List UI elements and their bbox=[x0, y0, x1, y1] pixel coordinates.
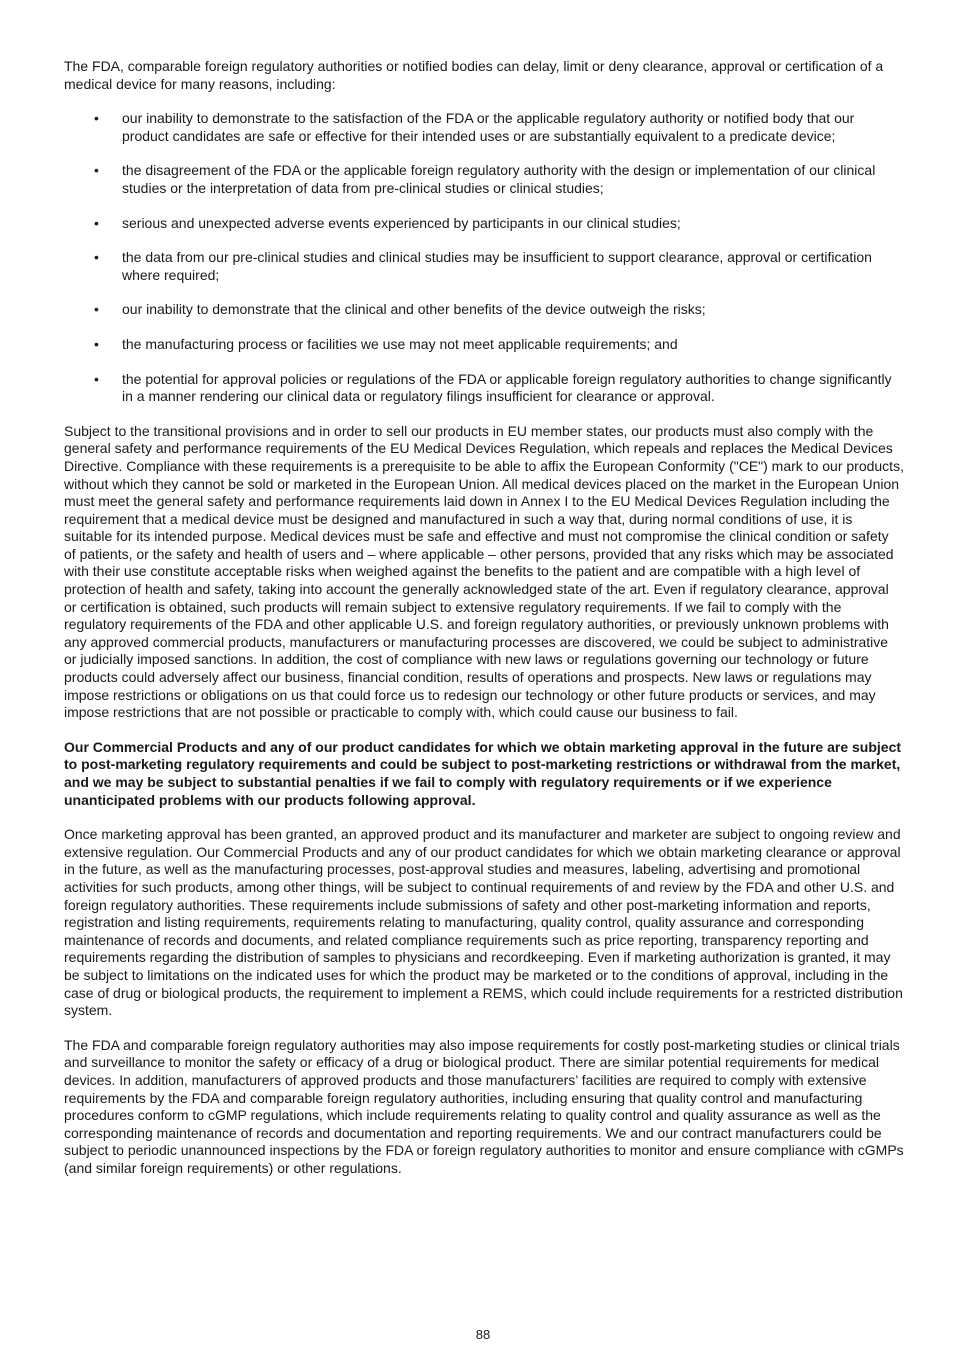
bullet-icon: • bbox=[94, 370, 99, 387]
bullet-icon: • bbox=[94, 162, 99, 179]
page-number: 88 bbox=[475, 1327, 491, 1342]
bullet-icon: • bbox=[94, 335, 99, 352]
list-item bbox=[64, 249, 904, 284]
bullet-icon: • bbox=[94, 249, 99, 266]
reasons-list bbox=[64, 110, 904, 406]
intro-paragraph: The FDA, comparable foreign regulatory authorities or notified bodies can delay, limit or deny clearance, approval or certification of a medical device for many reasons, including: bbox=[64, 58, 884, 92]
list-item bbox=[64, 371, 904, 406]
list-item bbox=[64, 301, 904, 319]
fda-requirements-paragraph: The FDA and comparable foreign regulatory authorities may also impose requirements for costly post-marketing studies or clinical trials and surveillance to monitor the safety or efficacy of a drug or biological product. There are similar potential requirements for medical devices. In addition, manufacturers of approved products and those manufacturers’ facilities are required to comply with extensive requirements by the FDA and comparable foreign regulatory authorities, including ensuring that quality control and manufacturing procedures conform to cGMP regulations, which include requirements relating to quality control and quality assurance as well as the corresponding maintenance of records and documentation and reporting requirements. We and our contract manufacturers could be subject to periodic unannounced inspections by the FDA or foreign regulatory authorities to monitor and ensure compliance with cGMPs (and similar foreign requirements) or other regulations. bbox=[64, 1036, 904, 1176]
list-item bbox=[64, 110, 904, 145]
list-item-text: our inability to demonstrate that the clinical and other benefits of the device outweigh the risks; bbox=[122, 301, 706, 318]
post-marketing-paragraph: Once marketing approval has been granted, an approved product and its manufacturer and marketer are subject to ongoing review and extensive regulation. Our Commercial Products and any of our product candidates for which we obtain marketing clearance or approval in the future, as well as the manufacturing processes, post-approval studies and measures, labeling, advertising and promotional activities for such products, among other things, will be subject to continual requirements of and review by the FDA and other U.S. and foreign regulatory authorities. These requirements include submissions of safety and other post-marketing information and reports, registration and listing requirements, requirements relating to manufacturing, quality control, quality assurance and corresponding maintenance of records and documents, and related compliance requirements such as price reporting, transparency reporting and requirements regarding the distribution of samples to physicians and recordkeeping. Even if marketing authorization is granted, it may be subject to limitations on the indicated uses for which the product may be marketed or to the conditions of approval, including in the case of drug or biological products, the requirement to implement a REMS, which could include requirements for a restricted distribution system. bbox=[64, 826, 903, 1019]
list-item-text: serious and unexpected adverse events experienced by participants in our clinical studies; bbox=[122, 214, 681, 231]
list-item-text: the manufacturing process or facilities we use may not meet applicable requirements; and bbox=[122, 335, 678, 352]
list-item bbox=[64, 336, 904, 354]
bullet-icon: • bbox=[94, 110, 99, 127]
list-item-text: our inability to demonstrate to the satisfaction of the FDA or the applicable regulatory authority or notified body that our product candidates are safe or effective for their intended uses or are substantially equivalent to a predicate device; bbox=[122, 110, 855, 144]
eu-regulation-paragraph: Subject to the transitional provisions and in order to sell our products in EU member states, our products must also comply with the general safety and performance requirements of the EU Medical Devices Regulation, which repeals and replaces the Medical Devices Directive. Compliance with these requirements is a prerequisite to be able to affix the European Conformity ("CE") mark to our products, without which they cannot be sold or marketed in the European Union. All medical devices placed on the market in the European Union must meet the general safety and performance requirements laid down in Annex I to the EU Medical Devices Regulation including the requirement that a medical device must be designed and manufactured in such a way that, during normal conditions of use, it is suitable for its intended purpose. Medical devices must be safe and effective and must not compromise the clinical condition or safety of patients, or the safety and health of users and – where applicable – other persons, provided that any risks which may be associated with their use constitute acceptable risks when weighed against the benefits to the patient and are compatible with a high level of protection of health and safety, taking into account the generally acknowledged state of the art. Even if regulatory clearance, approval or certification is obtained, such products will remain subject to extensive regulatory requirements. If we fail to comply with the regulatory requirements of the FDA and other applicable U.S. and foreign regulatory authorities, or previously unknown problems with any approved commercial products, manufacturers or manufacturing processes are discovered, we could be subject to administrative or judicially imposed sanctions. In addition, the cost of compliance with new laws or regulations governing our technology or future products could adversely affect our business, financial condition, results of operations and prospects. New laws or regulations may impose restrictions or obligations on us that could force us to redesign our technology or other future products or services, and may impose restrictions that are not possible or practicable to comply with, which could cause our business to fail. bbox=[64, 422, 904, 721]
list-item bbox=[64, 162, 904, 197]
document-page bbox=[64, 58, 904, 1177]
bullet-icon: • bbox=[94, 301, 99, 318]
list-item-text: the data from our pre-clinical studies and clinical studies may be insufficient to support clearance, approval or certification where required; bbox=[122, 249, 872, 283]
risk-factor-heading: Our Commercial Products and any of our product candidates for which we obtain marketing approval in the future are subject to post-marketing regulatory requirements and could be subject to post-marketing restrictions or withdrawal from the market, and we may be subject to substantial penalties if we fail to comply with regulatory requirements or if we experience unanticipated problems with our products following approval. bbox=[64, 738, 902, 808]
list-item-text: the potential for approval policies or regulations of the FDA or applicable foreign regulatory authorities to change significantly in a manner rendering our clinical data or regulatory filings insufficient for clearance or approval. bbox=[122, 370, 892, 405]
bullet-icon: • bbox=[94, 214, 99, 231]
list-item bbox=[64, 215, 904, 233]
list-item-text: the disagreement of the FDA or the applicable foreign regulatory authority with the design or implementation of our clinical studies or the interpretation of data from pre-clinical studies or clinical studies; bbox=[122, 162, 876, 196]
